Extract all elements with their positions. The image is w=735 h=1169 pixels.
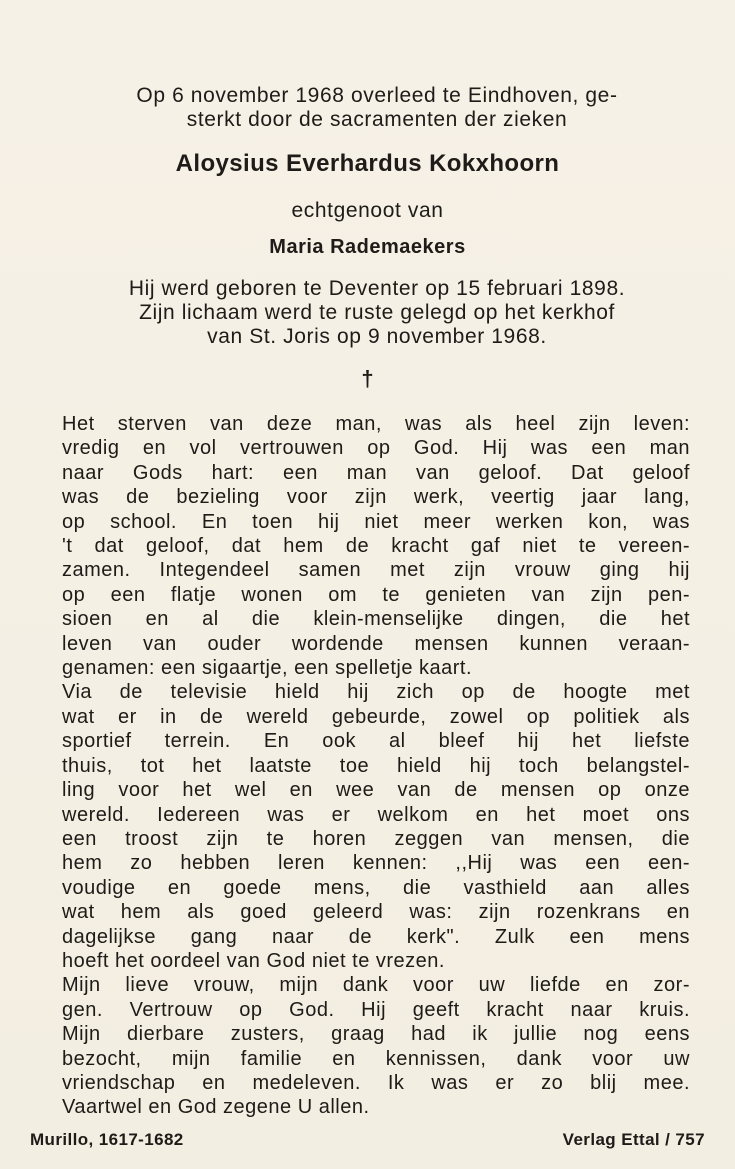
eulogy-line: Via de televisie hield hij zich op de hoogte met (62, 681, 690, 704)
eulogy-line: genamen: een sigaartje, een spelletje kaart. (62, 657, 473, 680)
eulogy-line: Vaartwel en God zegene U allen. (62, 1096, 370, 1119)
eulogy-line: dagelijkse gang naar de kerk". Zulk een mens (62, 925, 690, 948)
eulogy-line: naar Gods hart: een man van geloof. Dat geloof (62, 461, 690, 484)
eulogy-line: voudige en goede mens, die vasthield aan alles (62, 876, 690, 899)
eulogy-line: ling voor het wel en wee van de mensen op onze (62, 779, 690, 802)
birth-line: van St. Joris op 9 november 1968. (207, 325, 547, 348)
eulogy-line: een troost zijn te horen zeggen van mensen, die (62, 827, 690, 850)
eulogy-line: gen. Vertrouw op God. Hij geeft kracht naar kruis. (62, 998, 690, 1021)
spouse-name: Maria Rademaekers (269, 236, 466, 258)
birth-line: Zijn lichaam werd te ruste gelegd op het kerkhof (139, 301, 615, 324)
eulogy-line: wereld. Iedereen was er welkom en het moet ons (62, 803, 690, 826)
eulogy-text (62, 412, 690, 1120)
eulogy-line: 't dat geloof, dat hem de kracht gaf niet te vereen- (62, 535, 690, 558)
eulogy-line: hem zo hebben leren kennen: ,,Hij was een een- (62, 852, 690, 875)
intro-line: sterkt door de sacramenten der zieken (186, 108, 568, 131)
eulogy-line: op een flatje wonen om te genieten van zijn pen- (62, 583, 690, 606)
eulogy-line: sioen en al die klein-menselijke dingen, die het (62, 608, 690, 631)
publisher-credit: Verlag Ettal / 757 (562, 1130, 705, 1149)
deceased-name: Aloysius Everhardus Kokxhoorn (175, 150, 560, 177)
eulogy-line: zamen. Integendeel samen met zijn vrouw ging hij (62, 559, 690, 582)
eulogy-line: was de bezieling voor zijn werk, veertig jaar lang, (62, 486, 690, 509)
eulogy-line: wat hem als goed geleerd was: zijn rozenkrans en (62, 901, 690, 924)
eulogy-line: hoeft het oordeel van God niet te vrezen. (62, 949, 445, 972)
cross-icon: † (361, 366, 374, 391)
eulogy-line: sportief terrein. En ook al bleef hij het liefste (62, 730, 690, 753)
eulogy-line: thuis, tot het laatste toe hield hij toch belangstel- (62, 754, 690, 777)
eulogy-line: leven van ouder wordende mensen kunnen veraan- (62, 632, 690, 655)
death-announcement (62, 84, 692, 132)
intro-line: Op 6 november 1968 overleed te Eindhoven, ge- (136, 84, 618, 107)
spouse-label: echtgenoot van (291, 199, 444, 222)
birth-line: Hij werd geboren te Deventer op 15 februari 1898. (128, 277, 626, 300)
eulogy-line: Het sterven van deze man, was als heel zijn leven: (62, 413, 690, 435)
eulogy-line: Mijn lieve vrouw, mijn dank voor uw liefde en zor- (62, 974, 690, 997)
birth-burial-info (62, 277, 692, 349)
eulogy-line: op school. En toen hij niet meer werken kon, was (62, 510, 690, 533)
eulogy-line: vredig en vol vertrouwen op God. Hij was een man (62, 437, 690, 460)
artist-credit: Murillo, 1617-1682 (30, 1130, 184, 1149)
eulogy-line: wat er in de wereld gebeurde, zowel op politiek als (62, 705, 690, 728)
eulogy-line: Mijn dierbare zusters, graag had ik jullie nog eens (62, 1023, 690, 1046)
eulogy-line: vriendschap en medeleven. Ik was er zo blij mee. (62, 1071, 690, 1094)
eulogy-line: bezocht, mijn familie en kennissen, dank voor uw (62, 1047, 690, 1070)
